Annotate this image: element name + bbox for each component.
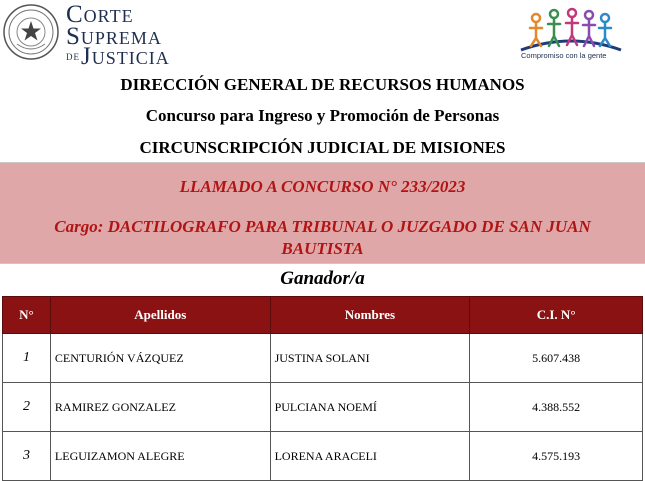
logo-line-3 xyxy=(66,43,170,70)
cell-nombres: LORENA ARACELI xyxy=(270,432,470,481)
cell-numero: 3 xyxy=(3,432,51,481)
llamado-banner xyxy=(0,162,645,264)
header-numero: N° xyxy=(3,297,51,334)
header-ci: C.I. N° xyxy=(470,297,643,334)
cell-nombres: PULCIANA NOEMÍ xyxy=(270,383,470,432)
table-row xyxy=(3,383,643,432)
header-apellidos: Apellidos xyxy=(50,297,270,334)
cell-ci: 4.388.552 xyxy=(470,383,643,432)
logo-de: de xyxy=(66,48,80,63)
corte-suprema-logo-text xyxy=(66,1,170,70)
table-header-row xyxy=(3,297,643,334)
winners-table xyxy=(2,296,643,481)
cargo-line-1: Cargo: DACTILOGRAFO PARA TRIBUNAL O JUZGADO DE SAN JUAN xyxy=(54,217,591,236)
cell-apellidos: CENTURIÓN VÁZQUEZ xyxy=(50,334,270,383)
cell-numero: 1 xyxy=(3,334,51,383)
header-nombres: Nombres xyxy=(270,297,470,334)
logo-line-1: Corte xyxy=(66,1,134,28)
cell-apellidos: LEGUIZAMON ALEGRE xyxy=(50,432,270,481)
cell-nombres: JUSTINA SOLANI xyxy=(270,334,470,383)
title-direccion: DIRECCIÓN GENERAL DE RECURSOS HUMANOS xyxy=(120,75,525,94)
logo-line-2: Suprema xyxy=(66,23,162,50)
page-header xyxy=(0,0,645,70)
ganador-heading: Ganador/a xyxy=(280,268,365,289)
cell-numero: 2 xyxy=(3,383,51,432)
llamado-text: LLAMADO A CONCURSO N° 233/2023 xyxy=(179,177,466,196)
table-row xyxy=(3,334,643,383)
cell-apellidos: RAMIREZ GONZALEZ xyxy=(50,383,270,432)
cargo-line-2: BAUTISTA xyxy=(281,239,364,258)
cell-ci: 5.607.438 xyxy=(470,334,643,383)
cargo-text xyxy=(0,216,645,260)
title-circunscripcion: CIRCUNSCRIPCIÓN JUDICIAL DE MISIONES xyxy=(139,138,506,157)
table-row xyxy=(3,432,643,481)
national-seal-icon xyxy=(3,4,59,60)
cell-ci: 4.575.193 xyxy=(470,432,643,481)
title-concurso: Concurso para Ingreso y Promoción de Personas xyxy=(145,106,500,125)
logo-justicia: Justicia xyxy=(81,43,170,70)
compromiso-label: Compromiso con la gente xyxy=(521,51,607,60)
